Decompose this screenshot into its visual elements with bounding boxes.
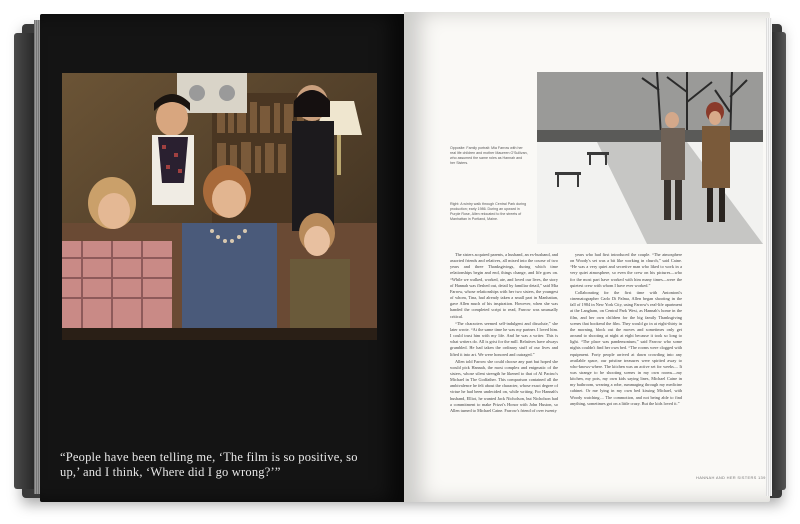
page-stack-right <box>766 18 772 496</box>
paragraph: Collaborating for the first time with Antonioni's cinematographer Carlo Di Palma, Allen began shooting in the fall of 1984 in New York City, using Farrow's real-life apartment at the Langham, on Central Park West, as Hannah's home in the film, and her own children for the big family Thanksgiving scenes that bookend the film. They would go in at eight-thirty in the morning, block out the moves and sometimes only get around to shooting at night at eight because it took so long to light. “The place was pandemonium,” said Farrow who some nights couldn't find her own bed. “The rooms were clogged with equipment. Forty people arrived at dawn crowding into any available space, our pristine treasures were spirited away to who-knows-where. The kitchen was an active set for weeks.... It was strange to be shooting scenes in my own rooms—my kitchen, my pots, my own kids saying lines, Michael Caine in my bathroom, wearing a robe, rummaging through my medicine cabinet. Or me lying in my own bed kissing Michael, with Woody watching.... The commotion, and not being able to find anything, sometimes got on a little crazy. But the kids loved it.” <box>570 289 682 406</box>
paragraph: The sisters acquired parents, a husband, an ex-husband, and assorted friends and relatives, all mixed into the course of two years and three Thanksgivings, during which time relationships begin and end, things change, and life goes on. “While we walked, worked, ate, and loved our lives, the story of Hannah was fleshed out, detail by familiar detail,” said Mia Farrow, whose relationships with her two sisters, the youngest of whom, Tina, had already taken a small part in Manhattan, gave Allen much of his inspiration. However, when she was handed the completed script to read, Farrow was unusually critical. <box>450 252 558 319</box>
family-portrait-illustration <box>62 73 377 340</box>
central-park-photo <box>537 72 763 244</box>
text-column-2 <box>570 252 682 460</box>
pull-quote: “People have been telling me, ‘The film is so positive, so up,’ and I think, ‘Where did I go wrong?’” <box>60 450 358 479</box>
family-portrait-photo <box>62 73 377 340</box>
photo-caption-right: Right: A wintry walk through Central Park during production; early 1986. During an upward in Purple Rose, Allen relocated to the streets of Manhattan in Portland, Maine. <box>450 202 527 221</box>
central-park-illustration <box>537 72 763 244</box>
paragraph: years who had first introduced the couple. “The atmosphere on Woody's set was a bit like working in church,” said Caine. “He was a very quiet and secretive man who liked to work in a very quiet atmosphere, so even the crew on his pictures—who for the most part have worked with him many times—were the quietest crew with whom I have ever worked.” <box>570 252 682 288</box>
text-column-1 <box>450 252 558 460</box>
paragraph: Allen told Farrow she could choose any part but hoped she would pick Hannah, the most complex and enigmatic of the sisters, whose silent strength he likened to that of Al Pacino's Michael in The Godfather. This comparison contained all the ambivalence he felt about the character, whose exact degree of virtue he had been undecided on, while writing. For Hannah's husband, Elliot, he wanted Jack Nicholson, but Nicholson had a commitment to make Prizzi's Honor with John Huston, so Allen turned to Michael Caine. Farrow's friend of over twenty <box>450 358 558 413</box>
cover-edge-left <box>14 33 34 489</box>
paragraph: “The characters seemed self-indulgent and dissolute,” she later wrote. “At the same time he was my partner. I loved him. I could trust him with my life. And he was a writer. This is what writers do. All is grist for the mill. Relatives have always grumbled. He had taken the ordinary stuff of our lives and lifted it into art. We were honored and outraged.” <box>450 320 558 357</box>
page-folio: HANNAH AND HER SISTERS 139 <box>696 475 766 480</box>
cover-edge-right <box>770 32 786 490</box>
photo-caption-opposite: Opposite: Family portrait: Mia Farrow with her real life children and mother Maureen O'Sullivan, who assumed the same roles as Hannah and her Sisters. <box>450 146 528 165</box>
